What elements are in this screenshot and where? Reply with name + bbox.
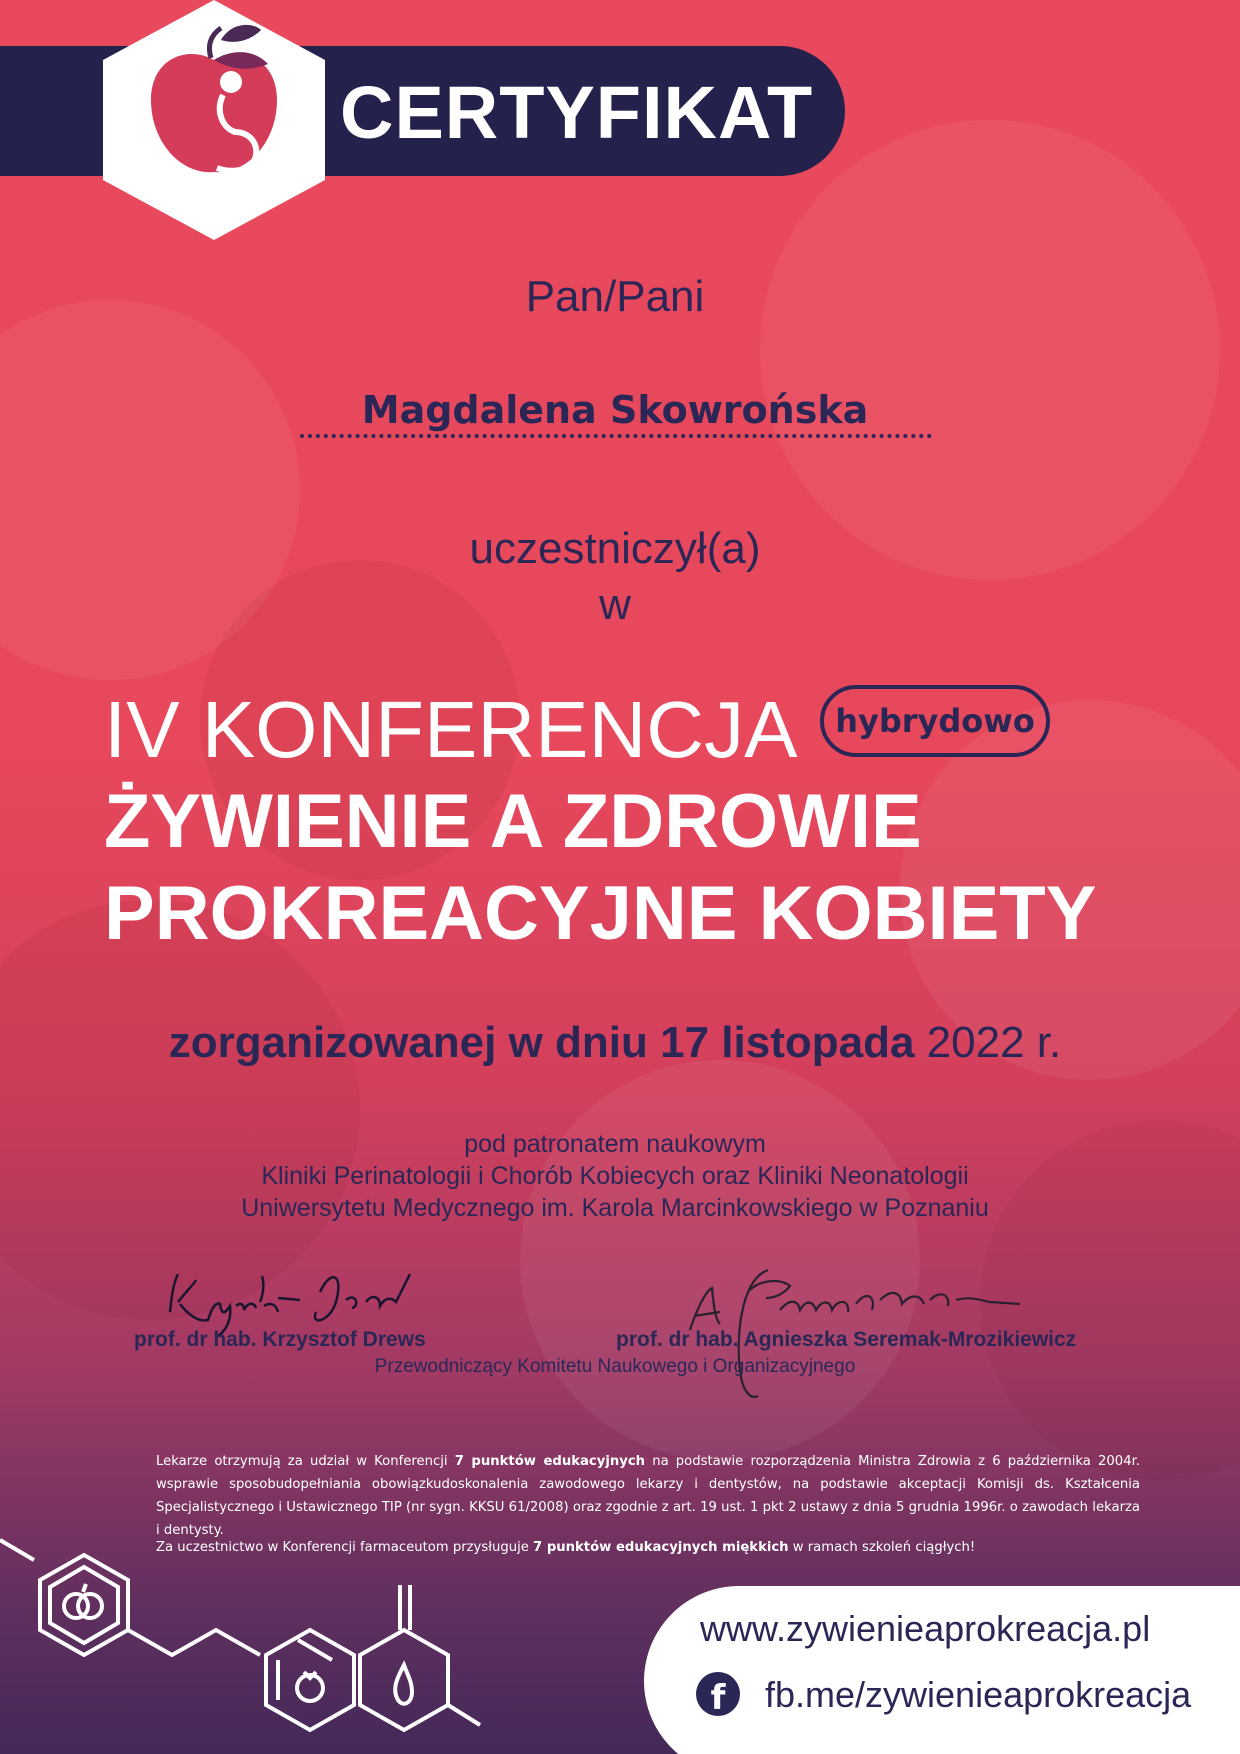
background-fruit — [0, 900, 360, 1320]
patronage — [0, 1128, 1230, 1224]
name-dotted-line — [300, 434, 932, 438]
hybrid-badge: hybrydowo — [820, 685, 1050, 757]
apple-pregnant-woman-logo-icon — [103, 0, 325, 240]
participation-preposition: w — [599, 580, 631, 629]
patronage-line: Kliniki Perinatologii i Chorób Kobiecych oraz Kliniki Neonatologii — [261, 1162, 969, 1190]
conference-number: IV KONFERENCJA — [104, 685, 798, 774]
date-bold: zorganizowanej w dniu 17 listopada — [168, 1018, 915, 1067]
date-year: 2022 r. — [914, 1018, 1062, 1067]
doctors-points-info — [156, 1450, 1140, 1542]
molecule-fruit-decoration — [0, 1530, 500, 1754]
certificate-title: CERTYFIKAT — [340, 71, 814, 154]
patronage-line: Uniwersytetu Medycznego im. Karola Marcinkowskiego w Poznaniu — [241, 1194, 989, 1222]
patronage-line: pod patronatem naukowym — [464, 1130, 766, 1158]
info-text: Za uczestnictwo w Konferencji farmaceutom przysługuje — [156, 1540, 534, 1555]
info-text: na podstawie rozporządzenia Ministra Zdrowia z 6 października 2004r. wsprawie sposobudopełniania obowiązkudoskonalenia zawodowego lekarzy i dentystów, na podstawie akceptacji Komisji ds. Kształcenia Specjalistycznego i Ustawicznego TIP (nr sygn. KKSU 61/2008) oraz zgodnie z art. 19 ust. 1 pkt 2 ustawy z dnia 5 grudnia 1996r. o zawodach lekarza i dentysty. — [156, 1454, 1140, 1538]
background-fruit — [760, 120, 1220, 580]
info-text: w ramach szkoleń ciągłych! — [788, 1540, 976, 1555]
facebook-icon: f — [696, 1672, 740, 1716]
conference-date — [0, 1018, 1230, 1068]
signer-right-name: prof. dr hab. Agnieszka Seremak-Mrozikiewicz — [616, 1328, 1077, 1351]
website-link[interactable]: www.zywienieaprokreacja.pl — [700, 1608, 1151, 1649]
salutation: Pan/Pani — [525, 272, 705, 321]
info-text: Lekarze otrzymują za udział w Konferencji — [156, 1454, 455, 1469]
signer-role: Przewodniczący Komitetu Naukowego i Organizacyjnego — [374, 1356, 856, 1377]
info-points: 7 punktów edukacyjnych miękkich — [533, 1540, 789, 1555]
signer-left-name: prof. dr hab. Krzysztof Drews — [134, 1328, 426, 1351]
conference-title-line1: ŻYWIENIE A ZDROWIE — [104, 779, 922, 864]
facebook-link[interactable]: fb.me/zywienieaprokreacja — [765, 1674, 1192, 1715]
recipient-name: Magdalena Skowrońska — [361, 388, 869, 432]
participation-verb: uczestniczył(a) — [469, 524, 761, 573]
conference-title-line2: PROKREACYJNE KOBIETY — [104, 871, 1097, 956]
info-points: 7 punktów edukacyjnych — [454, 1454, 646, 1469]
